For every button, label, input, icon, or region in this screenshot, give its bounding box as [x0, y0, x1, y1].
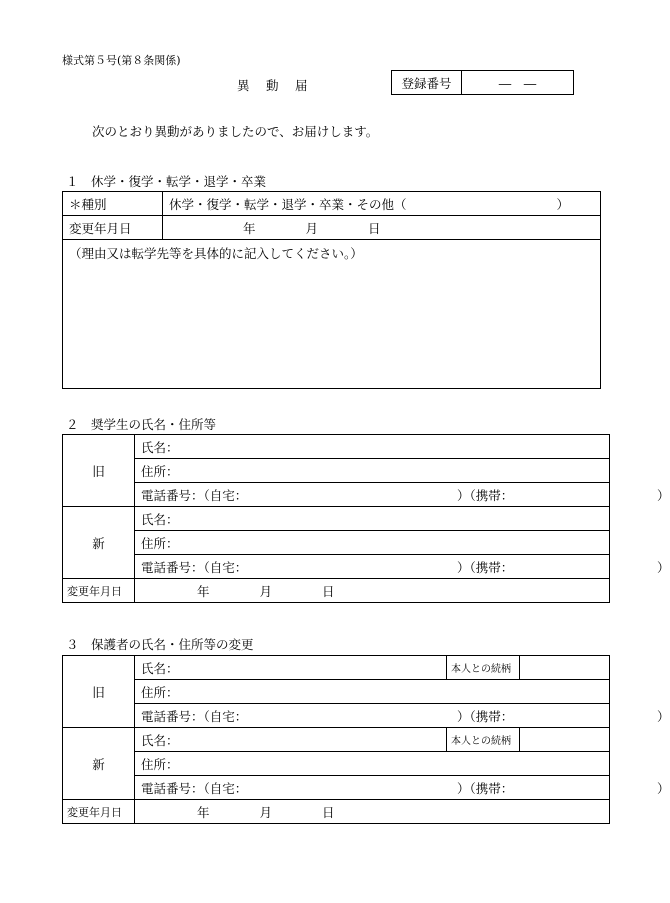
phone-mobile-label: ）（携帯：: [457, 559, 514, 575]
registration-number-field[interactable]: ― ―: [462, 71, 574, 95]
reason-area[interactable]: [63, 240, 601, 389]
s2-old-address-field[interactable]: [135, 459, 610, 483]
s1-date-label: 変更年月日: [63, 216, 163, 240]
s3-new-relation-label: 本人との続柄: [447, 728, 520, 752]
s2-old-label: 旧: [63, 435, 135, 507]
phone-mobile-label: ）（携帯：: [457, 708, 514, 724]
reason-note: （理由又は転学先等を具体的に記入してください。）: [69, 246, 363, 261]
s2-old-name-field[interactable]: [135, 435, 610, 459]
phone-end: ）: [657, 559, 670, 575]
s3-old-relation-field[interactable]: [520, 656, 610, 680]
registration-label: 登録番号: [392, 71, 462, 95]
s3-date-field[interactable]: 年 月 日: [135, 800, 610, 824]
section3-table: [62, 655, 670, 824]
intro-text: 次のとおり異動がありましたので、お届けします。: [92, 124, 379, 139]
s3-new-address-field[interactable]: [135, 752, 610, 776]
type-options[interactable]: 休学・復学・転学・退学・卒業・その他（ ）: [163, 192, 601, 216]
s3-old-name-field[interactable]: [135, 656, 447, 680]
section2-table: [62, 434, 670, 603]
s3-old-relation-label: 本人との続柄: [447, 656, 520, 680]
section1-table: [62, 191, 601, 389]
address-label: 住所：: [141, 463, 179, 479]
phone-end: ）: [657, 708, 670, 724]
address-label: 住所：: [141, 684, 179, 700]
name-label: 氏名：: [141, 439, 179, 455]
address-label: 住所：: [141, 535, 179, 551]
phone-label: 電話番号：（自宅：: [141, 780, 248, 796]
phone-label: 電話番号：（自宅：: [141, 487, 248, 503]
phone-end: ）: [657, 487, 670, 503]
phone-label: 電話番号：（自宅：: [141, 559, 248, 575]
registration-box: [391, 70, 574, 95]
s2-new-phone-field[interactable]: [135, 555, 670, 579]
name-label: 氏名：: [141, 511, 179, 527]
s3-old-address-field[interactable]: [135, 680, 610, 704]
type-label: ＊種別: [63, 192, 163, 216]
s3-old-label: 旧: [63, 656, 135, 728]
section1-heading: １ 休学・復学・転学・退学・卒業: [66, 174, 267, 189]
s3-new-phone-field[interactable]: [135, 776, 670, 800]
name-label: 氏名：: [141, 660, 179, 676]
section2-heading: ２ 奨学生の氏名・住所等: [66, 417, 217, 432]
s2-new-label: 新: [63, 507, 135, 579]
s1-date-field[interactable]: 年 月 日: [163, 216, 601, 240]
phone-mobile-label: ）（携帯：: [457, 780, 514, 796]
s3-new-name-field[interactable]: [135, 728, 447, 752]
section3-heading: ３ 保護者の氏名・住所等の変更: [66, 637, 254, 652]
phone-end: ）: [657, 780, 670, 796]
s3-old-phone-field[interactable]: [135, 704, 670, 728]
address-label: 住所：: [141, 756, 179, 772]
s2-new-name-field[interactable]: [135, 507, 610, 531]
s2-date-field[interactable]: 年 月 日: [135, 579, 610, 603]
phone-mobile-label: ）（携帯：: [457, 487, 514, 503]
s2-date-label: 変更年月日: [63, 579, 135, 603]
s2-old-phone-field[interactable]: [135, 483, 670, 507]
s2-new-address-field[interactable]: [135, 531, 610, 555]
phone-label: 電話番号：（自宅：: [141, 708, 248, 724]
s3-date-label: 変更年月日: [63, 800, 135, 824]
s3-new-label: 新: [63, 728, 135, 800]
s3-new-relation-field[interactable]: [520, 728, 610, 752]
page-title: 異 動 届: [237, 78, 310, 93]
form-code: 様式第５号(第８条関係): [62, 54, 181, 67]
name-label: 氏名：: [141, 732, 179, 748]
